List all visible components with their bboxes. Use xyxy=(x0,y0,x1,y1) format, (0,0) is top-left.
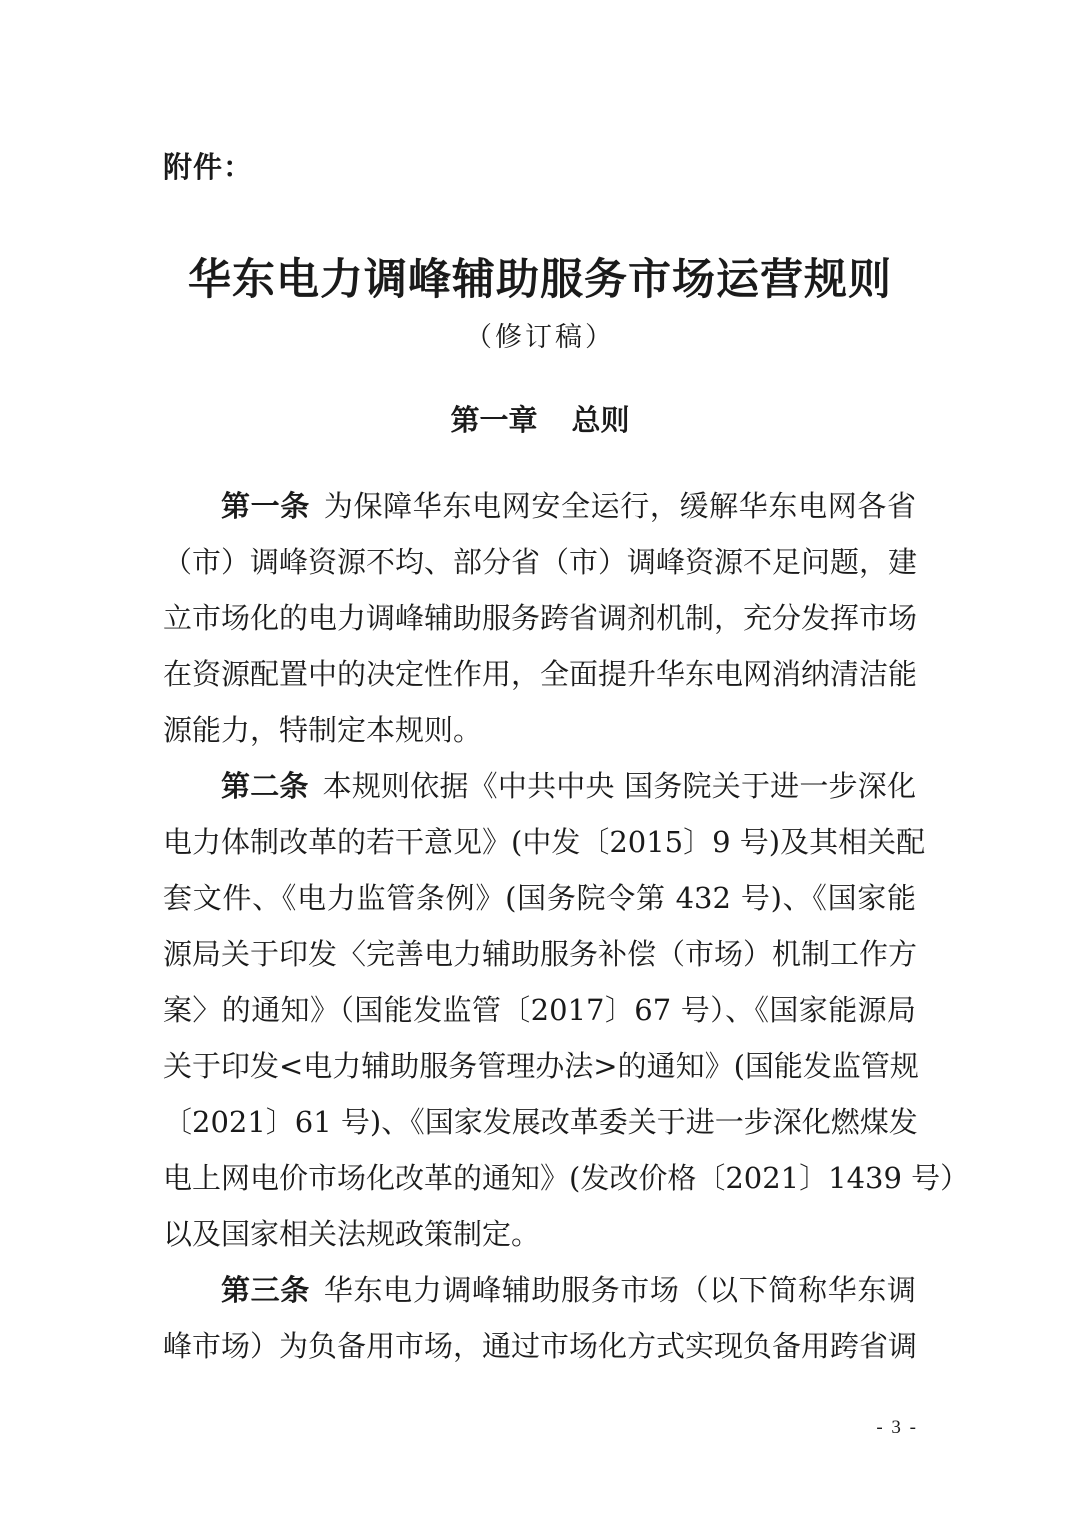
article-3-label: 第三条 xyxy=(221,1273,310,1307)
document-title: 华东电力调峰辅助服务市场运营规则 xyxy=(188,255,892,305)
article-2-line: 〔2021〕61 号)、《国家发展改革委关于进一步深化燃煤发 xyxy=(163,1105,918,1139)
chapter-name: 总则 xyxy=(571,403,630,437)
chapter-number: 第一章 xyxy=(450,403,538,437)
article-1-line: 源能力，特制定本规则。 xyxy=(163,713,483,747)
document-subtitle: （修订稿） xyxy=(465,322,615,353)
article-2-line: 案〉的通知》（国能发监管〔2017〕67 号）、《国家能源局 xyxy=(163,993,916,1027)
page-number: - 3 - xyxy=(876,1417,918,1438)
article-2-line: 电力体制改革的若干意见》(中发〔2015〕9 号)及其相关配 xyxy=(163,825,926,859)
article-2-label: 第二条 xyxy=(221,769,309,803)
attachment-label: 附件： xyxy=(163,150,254,184)
article-2-line: 套文件、《电力监管条例》(国务院令第 432 号)、《国家能 xyxy=(163,881,916,915)
article-3-line: 第三条 华东电力调峰辅助服务市场（以下简称华东调 xyxy=(221,1273,916,1307)
article-2-line: 电上网电价市场化改革的通知》(发改价格〔2021〕1439 号） xyxy=(163,1161,970,1195)
article-2-line: 以及国家相关法规政策制定。 xyxy=(163,1217,541,1251)
article-2-line: 第二条 本规则依据《中共中央 国务院关于进一步深化 xyxy=(221,769,916,803)
chapter-heading xyxy=(0,398,1080,439)
article-1-label: 第一条 xyxy=(221,489,310,523)
article-1-line: （市）调峰资源不均、部分省（市）调峰资源不足问题，建 xyxy=(163,545,918,579)
article-1-line: 在资源配置中的决定性作用，全面提升华东电网消纳清洁能 xyxy=(163,657,918,691)
article-1-line: 第一条 为保障华东电网安全运行，缓解华东电网各省 xyxy=(221,489,916,523)
article-2-line: 关于印发<电力辅助服务管理办法>的通知》(国能发监管规 xyxy=(163,1049,919,1083)
article-2-line: 源局关于印发〈完善电力辅助服务补偿（市场）机制工作方 xyxy=(163,937,918,971)
article-1-line: 立市场化的电力调峰辅助服务跨省调剂机制，充分发挥市场 xyxy=(163,601,918,635)
article-3-line: 峰市场）为负备用市场，通过市场化方式实现负备用跨省调 xyxy=(163,1329,918,1363)
